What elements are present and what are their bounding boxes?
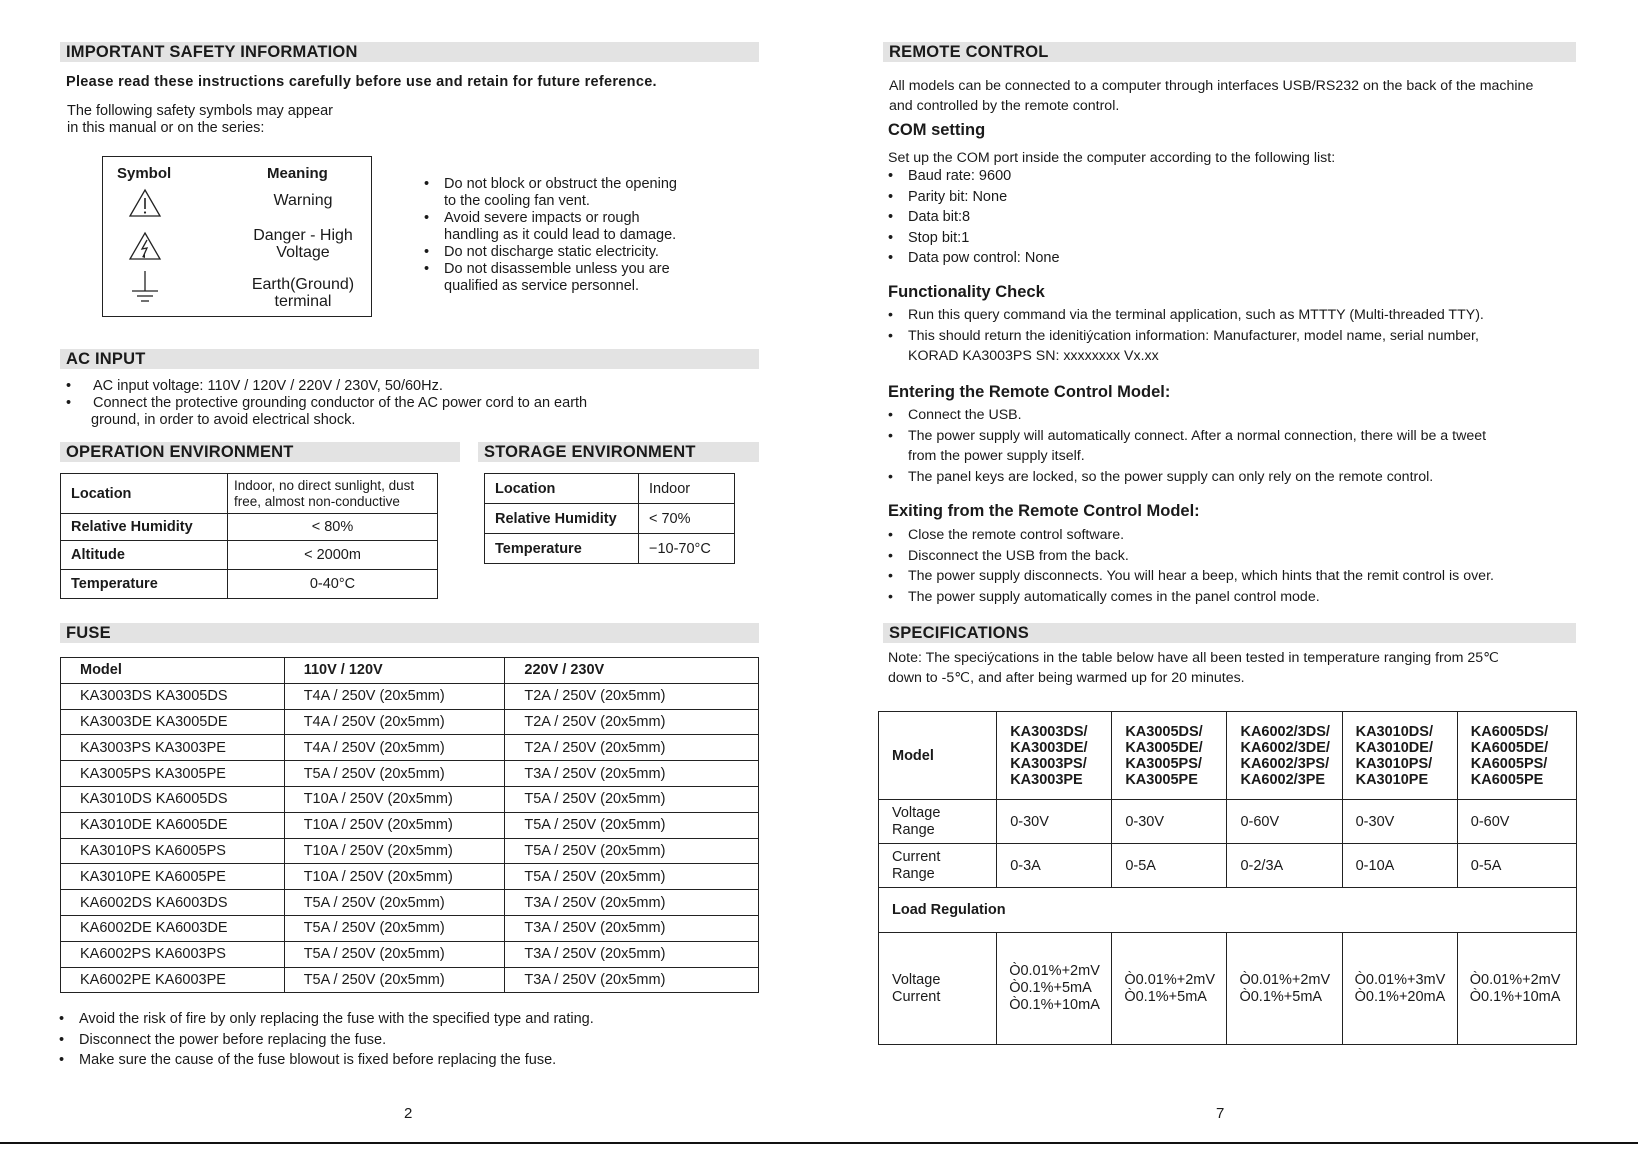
- table-cell: T10A / 250V (20x5mm): [284, 786, 505, 812]
- table-cell: Location: [61, 474, 228, 514]
- com-setting-item: • Data bit:8: [886, 207, 1386, 228]
- table-cell: < 70%: [639, 504, 735, 534]
- row-label-line: Current: [892, 988, 941, 1005]
- table-cell: 0-3A: [997, 844, 1112, 888]
- model-line: KA6005DS/: [1470, 723, 1549, 740]
- table-cell: Altitude: [61, 541, 228, 570]
- load-value-line: Ò0.01%+2mV: [1009, 963, 1100, 979]
- table-cell: T5A / 250V (20x5mm): [505, 864, 759, 890]
- table-cell: Indoor: [639, 474, 735, 504]
- table-cell: 0-5A: [1457, 844, 1576, 888]
- meaning-earth-line2: terminal: [274, 293, 332, 310]
- functionality-bullet: • Run this query command via the terminal application, such as MTTTY (Multi-threaded TTY).: [886, 305, 1606, 326]
- com-setting-item: • Stop bit:1: [886, 228, 1386, 249]
- table-row: [61, 761, 759, 787]
- table-cell: < 2000m: [228, 541, 438, 570]
- table-row: [879, 800, 1577, 844]
- exiting-remote-heading: Exiting from the Remote Control Model:: [888, 502, 1200, 520]
- table-row: [879, 712, 1577, 800]
- com-setting-item: • Data pow control: None: [886, 248, 1386, 269]
- load-value-line: Ò0.1%+10mA: [1009, 997, 1100, 1013]
- load-value-line: Ò0.1%+5mA: [1239, 988, 1323, 1005]
- table-row: [61, 812, 759, 838]
- table-cell: KA6002DS KA6003DS: [61, 890, 285, 916]
- model-label: Model: [879, 712, 997, 800]
- table-cell: T4A / 250V (20x5mm): [284, 735, 505, 761]
- table-cell: T5A / 250V (20x5mm): [284, 967, 505, 993]
- table-cell: −10-70°C: [639, 534, 735, 564]
- load-value-line: Ò0.1%+10mA: [1469, 988, 1561, 1005]
- table-cell: T5A / 250V (20x5mm): [284, 941, 505, 967]
- model-line: KA6005DE/: [1470, 739, 1549, 756]
- operation-environment-heading: OPERATION ENVIRONMENT: [60, 442, 460, 462]
- entering-bullet: • The panel keys are locked, so the power supply can only rely on the remote control.: [886, 467, 1606, 488]
- table-cell: T5A / 250V (20x5mm): [284, 915, 505, 941]
- model-line: KA3005PS/: [1125, 755, 1202, 772]
- table-cell: T5A / 250V (20x5mm): [505, 838, 759, 864]
- table-row: [61, 786, 759, 812]
- ac-input-bullet: • AC input voltage: 110V / 120V / 220V / 230V, 50/60Hz.: [64, 378, 764, 395]
- ac-input-bullets: [64, 378, 764, 429]
- com-settings-list: [886, 166, 1386, 269]
- ac-input-heading: AC INPUT: [60, 349, 759, 369]
- table-cell: T5A / 250V (20x5mm): [284, 890, 505, 916]
- earth-ground-icon: [130, 269, 160, 305]
- table-cell: T4A / 250V (20x5mm): [284, 709, 505, 735]
- fuse-heading: FUSE: [60, 623, 759, 643]
- exiting-bullet: • Close the remote control software.: [886, 525, 1606, 546]
- ac-input-bullet: • Connect the protective grounding conductor of the AC power cord to an earth ground, in order to avoid electrical shock.: [64, 395, 764, 429]
- remote-intro: All models can be connected to a computer through interfaces USB/RS232 on the back of the machine and controlled by the remote control.: [889, 78, 1534, 114]
- meaning-high-voltage: [233, 227, 373, 261]
- load-value-line: Ò0.1%+5mA: [1124, 988, 1207, 1005]
- model-cell: [1457, 712, 1576, 800]
- row-label-line: Voltage: [892, 971, 941, 988]
- table-row: [61, 967, 759, 993]
- meaning-earth-line1: Earth(Ground): [251, 276, 355, 293]
- table-cell: KA3003DS KA3005DS: [61, 683, 285, 709]
- table-cell: KA3010DS KA6005DS: [61, 786, 285, 812]
- storage-environment-heading: STORAGE ENVIRONMENT: [478, 442, 759, 462]
- entering-remote-bullets: [886, 405, 1606, 487]
- entering-bullet: • Connect the USB.: [886, 405, 1606, 426]
- table-cell: T2A / 250V (20x5mm): [505, 709, 759, 735]
- table-cell: T10A / 250V (20x5mm): [284, 864, 505, 890]
- table-row: [61, 570, 438, 599]
- safety-bullet: • Do not disassemble unless you are qualified as service personnel.: [422, 261, 752, 295]
- row-label: [879, 933, 997, 1045]
- fuse-bullets: [57, 1009, 777, 1071]
- table-cell: T2A / 250V (20x5mm): [505, 683, 759, 709]
- table-cell: [1342, 933, 1457, 1045]
- model-line: KA3005DE/: [1125, 739, 1203, 756]
- column-header: 110V / 120V: [284, 658, 505, 684]
- table-cell: T3A / 250V (20x5mm): [505, 941, 759, 967]
- row-label-line: Range: [892, 865, 935, 882]
- model-line: KA6002/3PE: [1240, 771, 1326, 788]
- page-number-left: 2: [404, 1105, 413, 1122]
- table-cell: 0-2/3A: [1227, 844, 1342, 888]
- row-label: [879, 844, 997, 888]
- table-cell: KA3003DE KA3005DE: [61, 709, 285, 735]
- table-cell: [997, 933, 1112, 1045]
- bottom-edge: [0, 1142, 1638, 1158]
- storage-environment-table: [484, 473, 735, 564]
- table-cell: [1457, 933, 1576, 1045]
- specifications-heading: SPECIFICATIONS: [883, 623, 1576, 643]
- safety-heading: IMPORTANT SAFETY INFORMATION: [60, 42, 759, 62]
- table-cell: T3A / 250V (20x5mm): [505, 761, 759, 787]
- table-row: [485, 534, 735, 564]
- table-row: [61, 514, 438, 541]
- load-value-line: Ò0.1%+5mA: [1009, 980, 1092, 996]
- meaning-warning: Warning: [273, 192, 333, 209]
- table-cell: T10A / 250V (20x5mm): [284, 838, 505, 864]
- table-cell: T3A / 250V (20x5mm): [505, 890, 759, 916]
- com-setting-item: • Baud rate: 9600: [886, 166, 1386, 187]
- fuse-bullet: • Make sure the cause of the fuse blowout is fixed before replacing the fuse.: [57, 1050, 777, 1071]
- symbol-column-header: Symbol: [117, 165, 172, 182]
- table-cell: KA3010DE KA6005DE: [61, 812, 285, 838]
- model-line: KA6002/3PS/: [1240, 755, 1330, 772]
- table-cell: 0-60V: [1227, 800, 1342, 844]
- column-header: Model: [61, 658, 285, 684]
- table-header-row: [61, 658, 759, 684]
- row-label-line: Range: [892, 821, 935, 838]
- load-regulation-label: Load Regulation: [879, 888, 1577, 933]
- table-row: [879, 844, 1577, 888]
- table-cell: < 80%: [228, 514, 438, 541]
- model-line: KA3010DE/: [1355, 739, 1433, 756]
- load-value-line: Ò0.1%+20mA: [1354, 988, 1446, 1005]
- table-row: [879, 933, 1577, 1045]
- model-line: KA3003DS/: [1010, 723, 1088, 740]
- table-cell: T3A / 250V (20x5mm): [505, 915, 759, 941]
- column-header: 220V / 230V: [505, 658, 759, 684]
- com-setting-heading: COM setting: [888, 121, 986, 139]
- table-row: [61, 864, 759, 890]
- table-cell: 0-30V: [1112, 800, 1227, 844]
- high-voltage-triangle-icon: [128, 231, 162, 261]
- meaning-column-header: Meaning: [267, 165, 328, 182]
- table-row: [61, 474, 438, 514]
- table-cell: [1227, 933, 1342, 1045]
- exiting-remote-bullets: [886, 525, 1606, 607]
- table-cell: Relative Humidity: [61, 514, 228, 541]
- warning-triangle-icon: [128, 188, 162, 218]
- table-row: [61, 683, 759, 709]
- load-value-line: Ò0.01%+2mV: [1124, 971, 1216, 988]
- model-line: KA3005DS/: [1125, 723, 1203, 740]
- model-line: KA3003PS/: [1010, 755, 1087, 772]
- model-line: KA3010DS/: [1355, 723, 1433, 740]
- model-cell: [1112, 712, 1227, 800]
- table-cell: T5A / 250V (20x5mm): [505, 812, 759, 838]
- model-cell: [1227, 712, 1342, 800]
- table-cell: KA3010PS KA6005PS: [61, 838, 285, 864]
- model-line: KA3010PE: [1355, 771, 1429, 788]
- table-cell: 0-40°C: [228, 570, 438, 599]
- model-line: KA3003DE/: [1010, 739, 1088, 756]
- safety-bullet: • Do not block or obstruct the opening to the cooling fan vent.: [422, 176, 752, 210]
- model-line: KA3005PE: [1125, 771, 1198, 788]
- model-cell: [1342, 712, 1457, 800]
- table-cell: T10A / 250V (20x5mm): [284, 812, 505, 838]
- table-row: [61, 541, 438, 570]
- table-cell: KA3010PE KA6005PE: [61, 864, 285, 890]
- load-value-line: Ò0.01%+2mV: [1469, 971, 1561, 988]
- table-cell: 0-10A: [1342, 844, 1457, 888]
- table-cell: 0-30V: [1342, 800, 1457, 844]
- model-line: KA6002/3DE/: [1240, 739, 1330, 756]
- model-line: KA6002/3DS/: [1240, 723, 1330, 740]
- table-row: [61, 709, 759, 735]
- table-cell: [1112, 933, 1227, 1045]
- table-row: [61, 941, 759, 967]
- load-value-line: Ò0.01%+3mV: [1354, 971, 1446, 988]
- specifications-table: [878, 711, 1577, 1045]
- table-row: [61, 915, 759, 941]
- fuse-bullet: • Avoid the risk of fire by only replacing the fuse with the specified type and rating.: [57, 1009, 777, 1030]
- table-cell: 0-60V: [1457, 800, 1576, 844]
- table-cell: Temperature: [61, 570, 228, 599]
- table-cell: 0-5A: [1112, 844, 1227, 888]
- meaning-earth-ground: [233, 276, 373, 310]
- safety-bullet: • Do not discharge static electricity.: [422, 244, 752, 261]
- remote-control-heading: REMOTE CONTROL: [883, 42, 1576, 62]
- model-cell: [997, 712, 1112, 800]
- safety-bullets: [422, 176, 752, 295]
- model-line: KA3003PE: [1010, 771, 1083, 788]
- table-cell: Relative Humidity: [485, 504, 639, 534]
- table-cell: T2A / 250V (20x5mm): [505, 735, 759, 761]
- table-cell: KA6002PE KA6003PE: [61, 967, 285, 993]
- table-cell: 0-30V: [997, 800, 1112, 844]
- model-line: KA6005PE: [1470, 771, 1544, 788]
- row-label-line: Voltage: [892, 804, 941, 821]
- safety-symbol-table: [102, 156, 372, 317]
- operation-environment-table: [60, 473, 438, 599]
- table-cell: T5A / 250V (20x5mm): [505, 786, 759, 812]
- table-cell: KA6002PS KA6003PS: [61, 941, 285, 967]
- fuse-table: [60, 657, 759, 993]
- row-label: [879, 800, 997, 844]
- load-value-line: Ò0.01%+2mV: [1239, 971, 1331, 988]
- com-intro: Set up the COM port inside the computer according to the following list:: [888, 150, 1336, 166]
- symbols-intro-line1: The following safety symbols may appear: [67, 103, 333, 119]
- safety-intro: Please read these instructions carefully before use and retain for future reference.: [66, 74, 657, 90]
- symbols-intro-line2: in this manual or on the series:: [67, 120, 265, 136]
- table-cell: Temperature: [485, 534, 639, 564]
- com-setting-item: • Parity bit: None: [886, 187, 1386, 208]
- table-cell: Location: [485, 474, 639, 504]
- table-cell: Indoor, no direct sunlight, dust free, almost non-conductive: [228, 474, 438, 514]
- table-row: [61, 890, 759, 916]
- functionality-bullets: [886, 305, 1606, 367]
- table-cell: KA3005PS KA3005PE: [61, 761, 285, 787]
- meaning-high-voltage-line2: Voltage: [276, 244, 330, 261]
- safety-bullet: • Avoid severe impacts or rough handling as it could lead to damage.: [422, 210, 752, 244]
- table-row: [879, 888, 1577, 933]
- entering-remote-heading: Entering the Remote Control Model:: [888, 383, 1171, 401]
- table-cell: T3A / 250V (20x5mm): [505, 967, 759, 993]
- functionality-check-heading: Functionality Check: [888, 283, 1045, 301]
- table-row: [61, 735, 759, 761]
- page-number-right: 7: [1216, 1105, 1225, 1122]
- row-label-line: Current: [892, 848, 941, 865]
- exiting-bullet: • The power supply automatically comes in the panel control mode.: [886, 587, 1606, 608]
- table-row: [485, 504, 735, 534]
- table-cell: T4A / 250V (20x5mm): [284, 683, 505, 709]
- exiting-bullet: • Disconnect the USB from the back.: [886, 546, 1606, 567]
- entering-bullet: • The power supply will automatically connect. After a normal connection, there will be a tweet from the power supply itself.: [886, 426, 1606, 467]
- model-line: KA3010PS/: [1355, 755, 1433, 772]
- functionality-bullet: • This should return the idenitiýcation information: Manufacturer, model name, serial number, KORAD KA3003PS SN: xxxxxxxx Vx.xx: [886, 326, 1606, 367]
- table-row: [485, 474, 735, 504]
- model-line: KA6005PS/: [1470, 755, 1548, 772]
- specifications-note: Note: The speciýcations in the table below have all been tested in temperature ranging from 25℃ down to -5℃, and after being warmed up for 20 minutes.: [888, 650, 1500, 686]
- table-cell: KA6002DE KA6003DE: [61, 915, 285, 941]
- table-row: [61, 838, 759, 864]
- right-page: [819, 0, 1638, 1158]
- exiting-bullet: • The power supply disconnects. You will hear a beep, which hints that the remit control is over.: [886, 566, 1606, 587]
- table-cell: KA3003PS KA3003PE: [61, 735, 285, 761]
- meaning-high-voltage-line1: Danger - High: [253, 227, 353, 244]
- fuse-bullet: • Disconnect the power before replacing the fuse.: [57, 1030, 777, 1051]
- table-cell: T5A / 250V (20x5mm): [284, 761, 505, 787]
